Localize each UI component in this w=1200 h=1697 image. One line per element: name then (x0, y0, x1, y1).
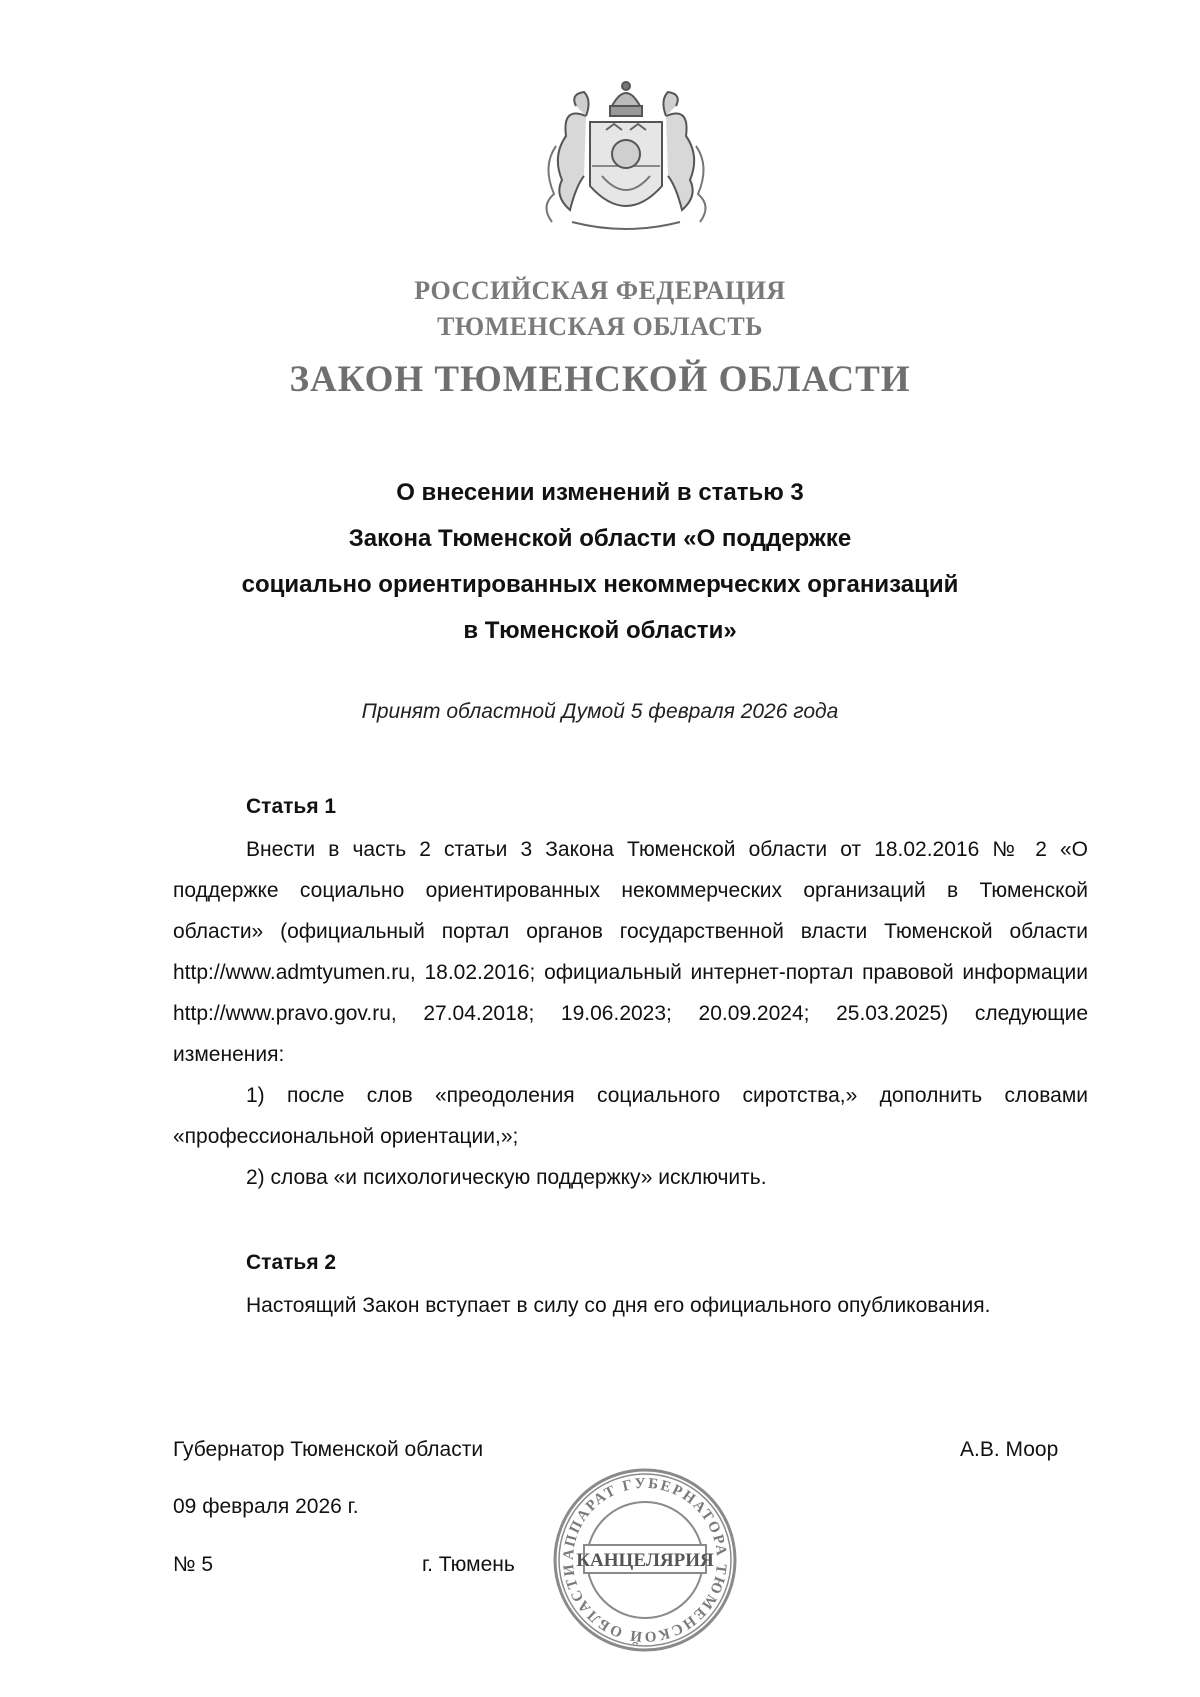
article-1-paragraph: Внести в часть 2 статьи 3 Закона Тюменской области от 18.02.2016 № 2 «О поддержке социально ориентированных некоммерческих организаций в Тюменской области» (официальный портал органов государственной власти Тюменской области http://www.admtyumen.ru, 18.02.2016; официальный интернет-портал правовой информации http://www.pravo.gov.ru, 27.04.2018; 19.06.2023; 20.09.2024; 25.03.2025) следующие изменения: (173, 838, 1088, 1066)
law-number: № 5 (173, 1553, 214, 1576)
coat-of-arms-icon (532, 76, 720, 236)
signing-date: 09 февраля 2026 г. (173, 1495, 359, 1518)
law-title-line: в Тюменской области» (463, 617, 737, 644)
article-1-paragraph: 1) после слов «преодоления социального сиротства,» дополнить словами «профессиональной ориентации,»; (173, 1084, 1088, 1148)
law-title-line: социально ориентированных некоммерческих организаций (241, 571, 959, 598)
stamp-center-text: КАНЦЕЛЯРИЯ (576, 1550, 714, 1571)
governor-title: Губернатор Тюменской области (173, 1438, 484, 1461)
governor-name: А.В. Моор (960, 1438, 1059, 1461)
article-2-body (173, 1285, 1088, 1326)
article-2-paragraph: Настоящий Закон вступает в силу со дня его официального опубликования. (246, 1294, 991, 1317)
law-title-line: О внесении изменений в статью 3 (396, 479, 804, 506)
law-title-line: Закона Тюменской области «О поддержке (348, 525, 852, 552)
article-2-heading: Статья 2 (246, 1251, 337, 1274)
adoption-note: Принят областной Думой 5 февраля 2026 года (361, 700, 839, 723)
country-heading: РОССИЙСКАЯ ФЕДЕРАЦИЯ (414, 276, 786, 305)
seal-stamp-icon (550, 1465, 740, 1655)
document-type-heading: ЗАКОН ТЮМЕНСКОЙ ОБЛАСТИ (289, 359, 911, 400)
article-1-heading: Статья 1 (246, 795, 337, 818)
article-1-body (173, 829, 1088, 1198)
region-heading: ТЮМЕНСКАЯ ОБЛАСТЬ (437, 312, 763, 341)
article-1-paragraph: 2) слова «и психологическую поддержку» исключить. (246, 1166, 767, 1189)
stamp-ring-text: АППАРАТ ГУБЕРНАТОРА ТЮМЕНСКОЙ ОБЛАСТИ (560, 1475, 730, 1645)
signing-city: г. Тюмень (422, 1553, 515, 1576)
law-title (0, 470, 1200, 654)
